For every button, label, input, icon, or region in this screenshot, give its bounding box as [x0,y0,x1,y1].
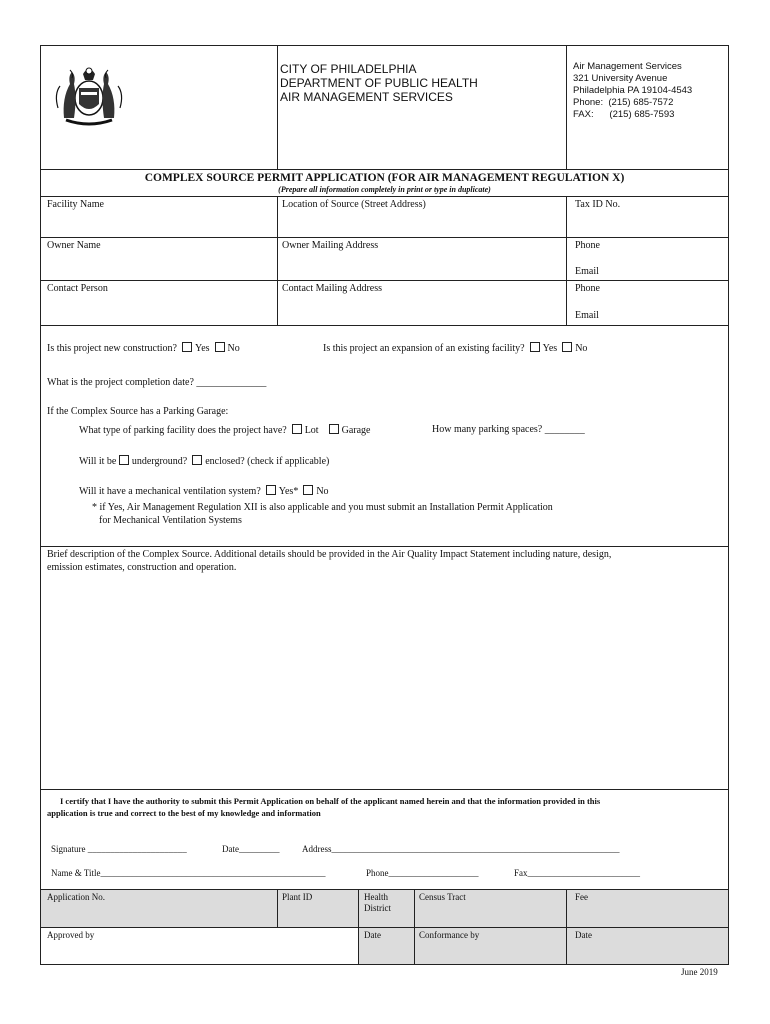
office-use-shading-5 [567,890,728,927]
enclosed-label: enclosed? (check if applicable) [205,456,330,467]
footnote-line-1: * if Yes, Air Management Regulation XII is also applicable and you must submit an Installation Permit Application [92,502,553,513]
agency-contact [573,61,692,121]
ventilation-question [79,485,329,498]
city-seal-logo [50,58,128,128]
conformance-by-label: Conformance by [419,930,480,940]
agency-header [280,62,478,104]
contact-phone-label: Phone [575,283,600,294]
date-field[interactable]: Date_________ [222,844,280,854]
new-construction-text: Is this project new construction? [47,343,177,354]
address-line-4: Phone: (215) 685-7572 [573,97,674,108]
expansion-text: Is this project an expansion of an existing facility? [323,343,525,354]
address-line-2: 321 University Avenue [573,73,668,84]
garage-label: Garage [341,425,371,436]
date-label: Date [364,930,381,940]
facility-name-label: Facility Name [47,199,104,210]
lot-label: Lot [304,425,319,436]
address-line-5: FAX: (215) 685-7593 [573,109,675,120]
owner-name-label: Owner Name [47,240,101,251]
address-line-1: Air Management Services [573,61,682,72]
enclosed-checkbox[interactable] [192,455,202,465]
agency-line-3: AIR MANAGEMENT SERVICES [280,90,453,104]
expansion-no-checkbox[interactable] [562,342,572,352]
fax-field[interactable]: Fax_________________________ [514,868,640,878]
completion-date-question[interactable]: What is the project completion date? ______________ [47,377,267,388]
new-construction-yes-checkbox[interactable] [182,342,192,352]
revision-date: June 2019 [681,967,718,977]
ventilation-text: Will it have a mechanical ventilation system? [79,486,261,497]
garage-location-question [79,455,329,468]
application-no-label: Application No. [47,892,105,902]
plant-id-label: Plant ID [282,892,313,902]
description-textarea[interactable] [47,576,723,784]
yes-label: Yes [542,343,558,354]
tax-id-label: Tax ID No. [575,199,621,210]
health-district-label: Health District [364,892,391,913]
owner-address-label: Owner Mailing Address [282,240,379,251]
parking-intro: If the Complex Source has a Parking Garage: [47,406,229,417]
ventilation-no-checkbox[interactable] [303,485,313,495]
yes-star-label: Yes* [278,486,299,497]
garage-checkbox[interactable] [329,424,339,434]
certification-line-2: application is true and correct to the best of my knowledge and information [47,808,321,818]
phone-field[interactable]: Phone____________________ [366,868,479,878]
description-line-1: Brief description of the Complex Source. Additional details should be provided in the Air Quality Impact Statement including nature, design, [47,549,612,560]
fee-label: Fee [575,892,588,902]
parking-spaces-question[interactable]: How many parking spaces? ________ [432,424,585,435]
parking-type-text: What type of parking facility does the project have? [79,425,287,436]
signature-field[interactable]: Signature ______________________ [51,844,187,854]
expansion-question [323,342,587,355]
certification-line-1: I certify that I have the authority to submit this Permit Application on behalf of the applicant named herein and that the information provided in this [60,796,601,806]
location-label: Location of Source (Street Address) [282,199,426,210]
form-subtitle: (Prepare all information completely in print or type in duplicate) [278,185,491,194]
form-title: COMPLEX SOURCE PERMIT APPLICATION (FOR AIR MANAGEMENT REGULATION X) [144,172,625,184]
address-line-3: Philadelphia PA 19104-4543 [573,85,693,96]
contact-person-label: Contact Person [47,283,108,294]
no-label: No [227,343,240,354]
agency-line-2: DEPARTMENT OF PUBLIC HEALTH [280,76,478,90]
contact-address-label: Contact Mailing Address [282,283,382,294]
no-label: No [575,343,588,354]
census-tract-label: Census Tract [419,892,466,902]
expansion-yes-checkbox[interactable] [530,342,540,352]
lot-checkbox[interactable] [292,424,302,434]
new-construction-no-checkbox[interactable] [215,342,225,352]
ventilation-yes-checkbox[interactable] [266,485,276,495]
new-construction-question [47,342,240,355]
yes-label: Yes [194,343,210,354]
approved-by-label: Approved by [47,930,95,940]
no-label: No [316,486,329,497]
agency-line-1: CITY OF PHILADELPHIA [280,62,417,76]
owner-phone-label: Phone [575,240,600,251]
date2-label: Date [575,930,592,940]
description-line-2: emission estimates, construction and operation. [47,562,237,573]
footnote-line-2: for Mechanical Ventilation Systems [99,515,242,526]
contact-email-label: Email [575,310,599,321]
owner-email-label: Email [575,266,599,277]
parking-type-question [79,424,370,437]
name-title-field[interactable]: Name & Title__________________________________________________ [51,868,326,878]
address-field[interactable]: Address________________________________________________________________ [302,844,620,854]
underground-checkbox[interactable] [119,455,129,465]
underground-label: underground? [131,456,188,467]
will-it-be-text: Will it be [79,456,117,467]
